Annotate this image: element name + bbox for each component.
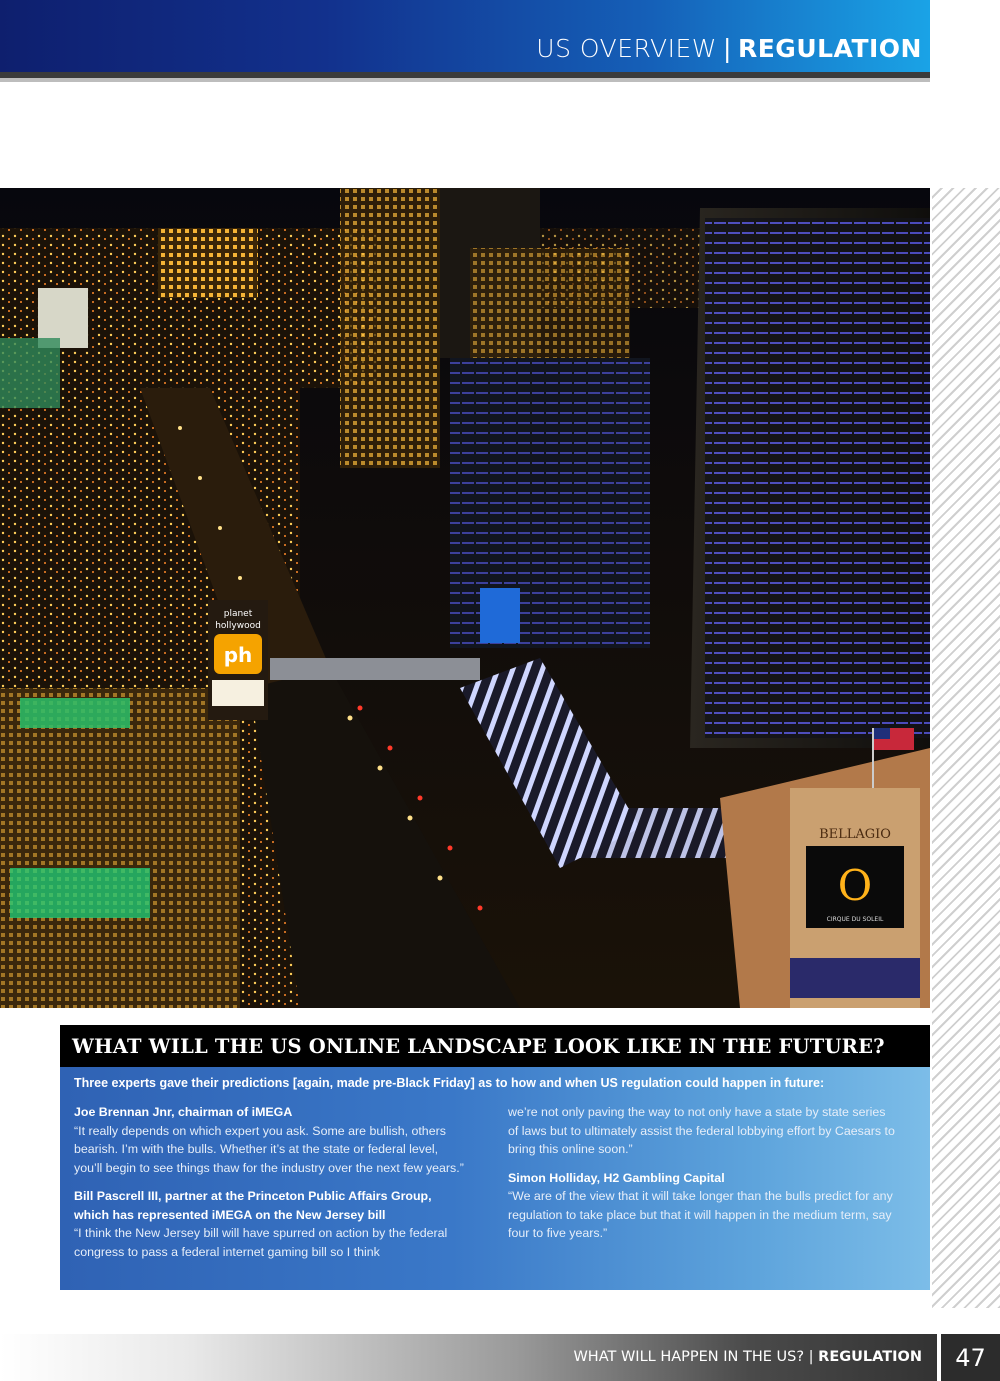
sign-o-show-sub: CIRQUE DU SOLEIL (826, 916, 884, 923)
expert-name: Simon Holliday, H2 Gambling Capital (508, 1170, 725, 1185)
header-section: US OVERVIEW (536, 34, 718, 63)
sign-o-show: O (837, 861, 873, 910)
city-night-illustration (0, 188, 930, 1008)
article-column-left (74, 1103, 464, 1261)
sign-hollywood: hollywood (215, 621, 261, 631)
sign-bellagio: BELLAGIO (819, 827, 891, 842)
expert-quote-continued: we’re not only paving the way to not only have a state by state series of laws but to ultimately assist the federal lobbying effort by Caesars to bring this online soon.” (508, 1105, 895, 1156)
article-intro: Three experts gave their predictions [again, made pre-Black Friday] as to how and when US regulation could happen in future: (74, 1076, 825, 1090)
footer-running-title (573, 1347, 922, 1367)
header-separator: | (723, 34, 732, 63)
decorative-hatch-strip (932, 188, 1000, 1308)
header-topic: REGULATION (737, 34, 922, 63)
article-headline: WHAT WILL THE US ONLINE LANDSCAPE LOOK LIKE IN THE FUTURE? (72, 1035, 885, 1058)
expert-quote: “We are of the view that it will take longer than the bulls predict for any regulation to take place but that it will happen in the medium term, say four to five years.” (508, 1189, 893, 1240)
footer-separator: | (808, 1349, 814, 1365)
sign-ph-logo: ph (223, 643, 253, 667)
headline-bar (60, 1025, 930, 1067)
hero-photo-las-vegas-strip (0, 188, 930, 1008)
expert-quote: “I think the New Jersey bill will have spurred on action by the federal congress to pass a federal internet gaming bill so I think (74, 1226, 448, 1259)
article-box (60, 1067, 930, 1290)
header-title (536, 34, 922, 64)
footer-section: WHAT WILL HAPPEN IN THE US? (573, 1349, 805, 1365)
page-number: 47 (955, 1344, 986, 1372)
footer-topic: REGULATION (818, 1349, 922, 1365)
header-rule-shadow (0, 78, 930, 82)
sign-planet: planet (223, 609, 253, 619)
expert-quote: “It really depends on which expert you ask. Some are bullish, others bearish. I’m with the bulls. Whether it’s at the state or federal level, you’ll begin to see things thaw for the industry over the next few years.” (74, 1123, 464, 1175)
expert-name: Bill Pascrell III, partner at the Princeton Public Affairs Group, which has represented iMEGA on the New Jersey bill (74, 1189, 432, 1222)
page-number-box (941, 1334, 1000, 1381)
paragraph-spacer (508, 1159, 898, 1169)
expert-name: Joe Brennan Jnr, chairman of iMEGA (74, 1105, 293, 1119)
article-column-right (508, 1103, 898, 1243)
paragraph-spacer (74, 1177, 464, 1187)
